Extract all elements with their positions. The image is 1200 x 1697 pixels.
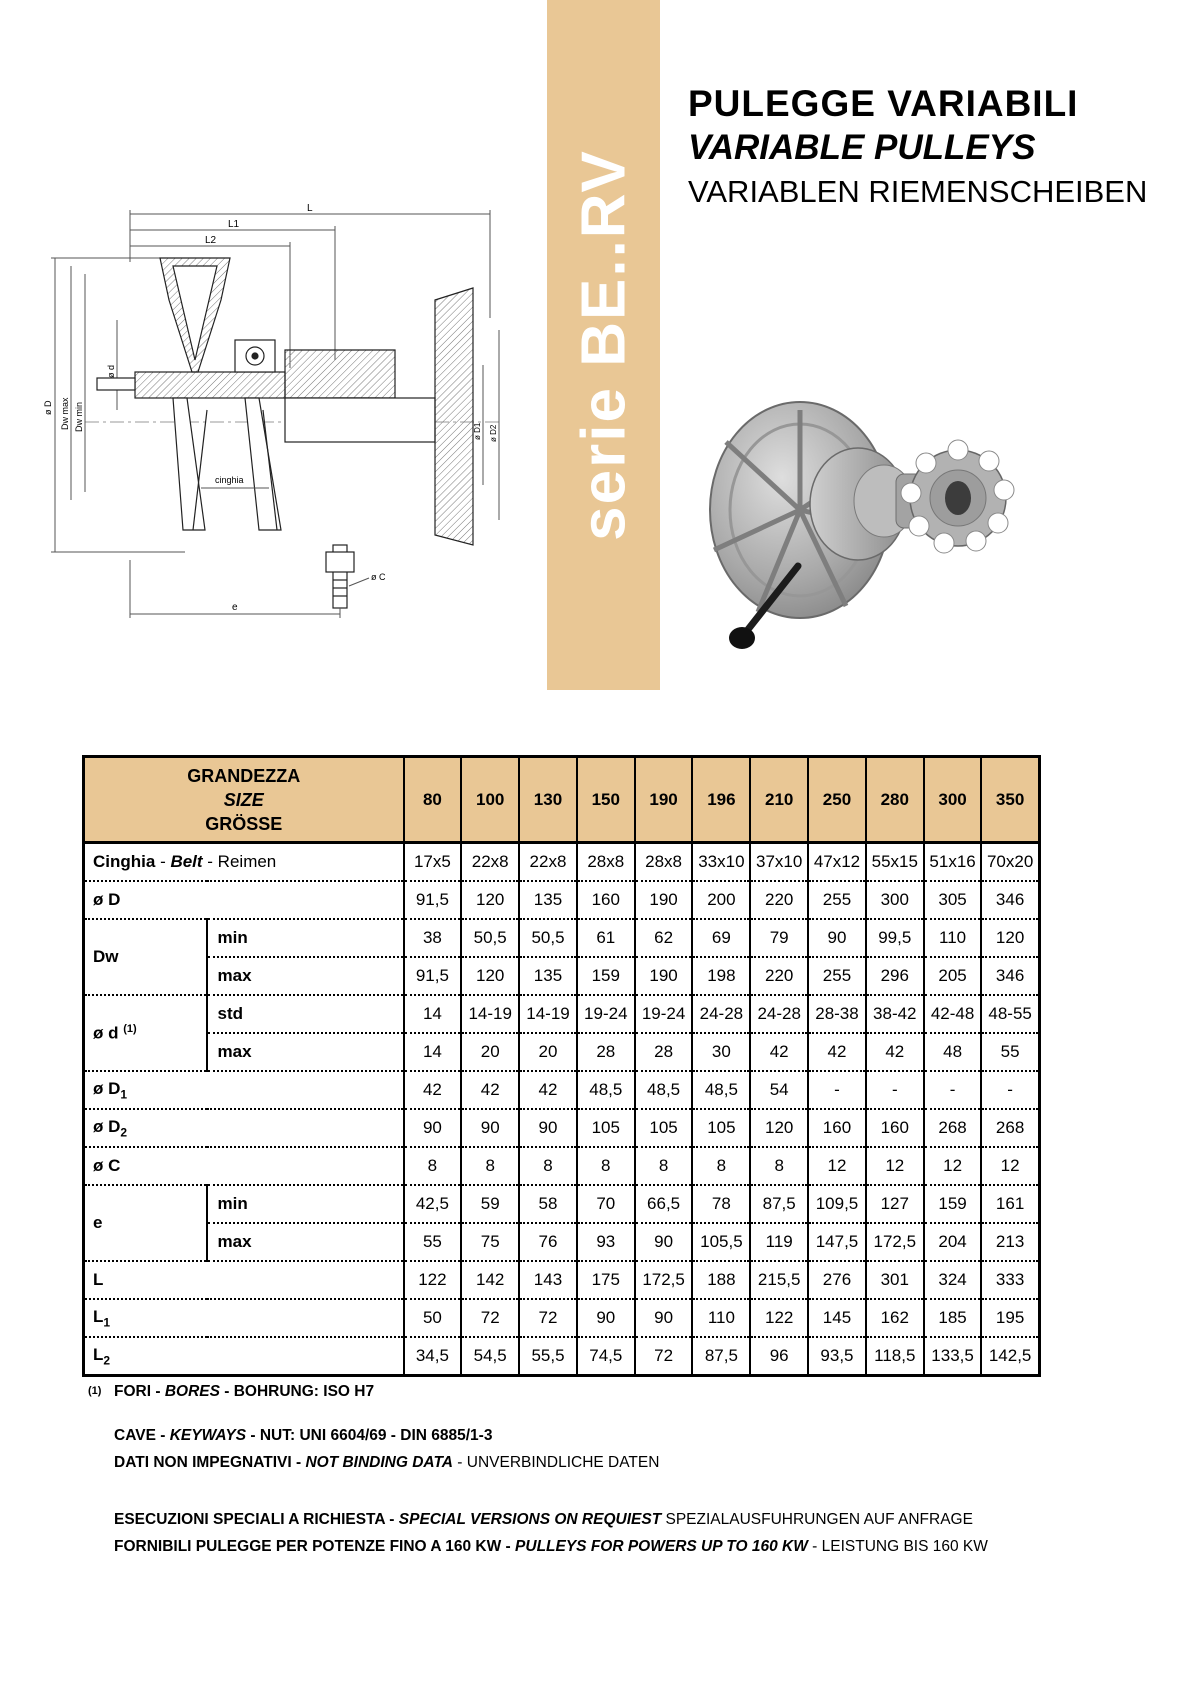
size-header-en: SIZE xyxy=(223,789,264,810)
table-cell: 24-28 xyxy=(750,995,808,1033)
table-cell: 90 xyxy=(404,1109,462,1147)
table-cell: 105,5 xyxy=(692,1223,750,1261)
table-cell: 8 xyxy=(635,1147,693,1185)
footnote-text: UNVERBINDLICHE DATEN xyxy=(466,1454,660,1471)
table-cell: 38-42 xyxy=(866,995,924,1033)
table-cell: 20 xyxy=(461,1033,519,1071)
table-cell: 69 xyxy=(692,919,750,957)
footnote-text: UNI 6604/69 - DIN 6885/1-3 xyxy=(299,1427,493,1444)
table-cell: 50,5 xyxy=(461,919,519,957)
size-column-header: 210 xyxy=(750,757,808,843)
table-cell: 14 xyxy=(404,1033,462,1071)
table-row xyxy=(84,1223,1040,1261)
table-cell: - xyxy=(924,1071,982,1109)
table-cell: 96 xyxy=(750,1337,808,1376)
size-column-header: 80 xyxy=(404,757,462,843)
footnote-text: - xyxy=(151,1383,165,1400)
table-row xyxy=(84,843,1040,882)
table-cell: 50,5 xyxy=(519,919,577,957)
footnote-line xyxy=(88,1533,1088,1560)
table-cell: 346 xyxy=(981,881,1039,919)
size-column-header: 130 xyxy=(519,757,577,843)
table-cell: 22x8 xyxy=(519,843,577,882)
row-label: Dw xyxy=(84,919,207,995)
table-cell: 28-38 xyxy=(808,995,866,1033)
row-label: ø $D_1$ xyxy=(84,1071,404,1109)
table-cell: - xyxy=(808,1071,866,1109)
table-cell: 8 xyxy=(692,1147,750,1185)
row-sublabel: max xyxy=(207,1033,404,1071)
table-cell: 105 xyxy=(635,1109,693,1147)
table-cell: 14 xyxy=(404,995,462,1033)
table-cell: 268 xyxy=(924,1109,982,1147)
footnote-text: NUT: xyxy=(259,1427,300,1444)
table-cell: 48,5 xyxy=(577,1071,635,1109)
table-cell: 8 xyxy=(577,1147,635,1185)
table-cell: 48-55 xyxy=(981,995,1039,1033)
footnote-text: SPECIAL VERSIONS ON REQUIEST xyxy=(398,1511,662,1528)
size-header xyxy=(84,757,404,843)
row-label: ø d $^{(1)}$ xyxy=(84,995,207,1071)
dim-label-L: L xyxy=(307,203,313,214)
table-row xyxy=(84,919,1040,957)
table-row xyxy=(84,1147,1040,1185)
table-row xyxy=(84,995,1040,1033)
row-sublabel: max xyxy=(207,957,404,995)
table-cell: 59 xyxy=(461,1185,519,1223)
table-cell: 30 xyxy=(692,1033,750,1071)
footnote-line xyxy=(88,1422,1088,1449)
footnote-text: - xyxy=(291,1454,306,1471)
table-cell: 190 xyxy=(635,957,693,995)
table-cell: 12 xyxy=(808,1147,866,1185)
size-column-header: 100 xyxy=(461,757,519,843)
table-row xyxy=(84,1299,1040,1337)
table-cell: 51x16 xyxy=(924,843,982,882)
dim-label-dD1: ø D1 xyxy=(473,422,482,440)
table-cell: 22x8 xyxy=(461,843,519,882)
table-cell: 122 xyxy=(750,1299,808,1337)
table-cell: 120 xyxy=(750,1109,808,1147)
row-sublabel: min xyxy=(207,1185,404,1223)
dim-label-e: e xyxy=(232,602,238,613)
table-row xyxy=(84,1185,1040,1223)
footnote-text: CAVE xyxy=(114,1427,156,1444)
table-row xyxy=(84,1109,1040,1147)
table-cell: 90 xyxy=(461,1109,519,1147)
table-cell: 70x20 xyxy=(981,843,1039,882)
table-cell: 301 xyxy=(866,1261,924,1299)
table-cell: 213 xyxy=(981,1223,1039,1261)
table-cell: 48 xyxy=(924,1033,982,1071)
table-cell: - xyxy=(866,1071,924,1109)
dim-label-dC: ø C xyxy=(371,572,386,582)
footnote-text: ISO H7 xyxy=(323,1383,375,1400)
size-column-header: 250 xyxy=(808,757,866,843)
dim-label-dwmax: Dw max xyxy=(60,397,70,430)
footnote-text: - xyxy=(246,1427,260,1444)
table-cell: 175 xyxy=(577,1261,635,1299)
table-cell: 120 xyxy=(461,957,519,995)
table-cell: 133,5 xyxy=(924,1337,982,1376)
table-cell: 110 xyxy=(924,919,982,957)
row-sublabel: std xyxy=(207,995,404,1033)
table-cell: 55 xyxy=(981,1033,1039,1071)
footnote-text: FORNIBILI PULEGGE PER POTENZE FINO A 160 KW - xyxy=(114,1538,516,1555)
table-cell: 12 xyxy=(866,1147,924,1185)
row-label: ø $D_2$ xyxy=(84,1109,404,1147)
table-cell: 37x10 xyxy=(750,843,808,882)
size-column-header: 300 xyxy=(924,757,982,843)
dC-leader xyxy=(349,578,369,586)
table-cell: 28 xyxy=(635,1033,693,1071)
table-cell: 47x12 xyxy=(808,843,866,882)
row-label: $L_2$ xyxy=(84,1337,404,1376)
title-english: VARIABLE PULLEYS xyxy=(688,128,1036,167)
table-cell: 42 xyxy=(404,1071,462,1109)
footnote-text: BOHRUNG: xyxy=(233,1383,324,1400)
table-cell: 160 xyxy=(866,1109,924,1147)
table-cell: 220 xyxy=(750,957,808,995)
dim-label-dD2: ø D2 xyxy=(489,424,498,442)
table-cell: 90 xyxy=(808,919,866,957)
table-cell: 55,5 xyxy=(519,1337,577,1376)
footnote-text: BORES xyxy=(164,1383,220,1400)
footnote-line xyxy=(88,1506,1088,1533)
dim-label-dwmin: Dw min xyxy=(74,401,84,432)
table-cell: 50 xyxy=(404,1299,462,1337)
row-sublabel: min xyxy=(207,919,404,957)
table-cell: 42 xyxy=(808,1033,866,1071)
table-cell: 8 xyxy=(404,1147,462,1185)
table-cell: 105 xyxy=(577,1109,635,1147)
table-cell: 42 xyxy=(750,1033,808,1071)
table-cell: 127 xyxy=(866,1185,924,1223)
table-cell: 42 xyxy=(866,1033,924,1071)
table-cell: 122 xyxy=(404,1261,462,1299)
footnote-text: - LEISTUNG BIS 160 KW xyxy=(807,1538,988,1555)
title-italian: PULEGGE VARIABILI xyxy=(688,83,1079,124)
footnote-text: - xyxy=(453,1454,467,1471)
footnote-text: KEYWAYS xyxy=(169,1427,247,1444)
row-label: L xyxy=(84,1261,404,1299)
table-cell: 54,5 xyxy=(461,1337,519,1376)
page-title xyxy=(688,82,1158,214)
footnote-text: ESECUZIONI SPECIALI A RICHIESTA - xyxy=(114,1511,399,1528)
dimension-lines-left xyxy=(51,258,185,552)
table-cell: 145 xyxy=(808,1299,866,1337)
size-header-de: GRÖSSE xyxy=(205,813,283,834)
footnote-text: FORI xyxy=(114,1383,152,1400)
table-cell: 99,5 xyxy=(866,919,924,957)
pulley-photo-knob xyxy=(901,440,1014,553)
row-label: Cinghia - Belt - Reimen xyxy=(93,852,277,871)
table-cell: 120 xyxy=(461,881,519,919)
dim-label-cinghia: cinghia xyxy=(215,475,244,485)
table-cell: 72 xyxy=(635,1337,693,1376)
table-row xyxy=(84,1071,1040,1109)
table-cell: 61 xyxy=(577,919,635,957)
table-cell: 91,5 xyxy=(404,881,462,919)
technical-drawing xyxy=(35,200,505,630)
table-cell: 76 xyxy=(519,1223,577,1261)
table-cell: 24-28 xyxy=(692,995,750,1033)
table-cell: - xyxy=(981,1071,1039,1109)
table-cell: 87,5 xyxy=(692,1337,750,1376)
size-column-header: 190 xyxy=(635,757,693,843)
table-cell: 160 xyxy=(808,1109,866,1147)
table-cell: 79 xyxy=(750,919,808,957)
footnote-mark: (1) xyxy=(88,1385,102,1397)
row-sublabel: max xyxy=(207,1223,404,1261)
table-cell: 91,5 xyxy=(404,957,462,995)
table-cell: 87,5 xyxy=(750,1185,808,1223)
table-cell: 8 xyxy=(750,1147,808,1185)
series-band xyxy=(547,0,660,690)
table-cell: 255 xyxy=(808,881,866,919)
table-cell: 346 xyxy=(981,957,1039,995)
table-cell: 172,5 xyxy=(635,1261,693,1299)
table-cell: 109,5 xyxy=(808,1185,866,1223)
table-cell: 72 xyxy=(519,1299,577,1337)
table-cell: 55x15 xyxy=(866,843,924,882)
table-cell: 198 xyxy=(692,957,750,995)
table-cell: 78 xyxy=(692,1185,750,1223)
table-cell: 38 xyxy=(404,919,462,957)
table-cell: 90 xyxy=(519,1109,577,1147)
table-cell: 42 xyxy=(461,1071,519,1109)
table-cell: 48,5 xyxy=(635,1071,693,1109)
table-cell: 34,5 xyxy=(404,1337,462,1376)
dim-label-dd: ø d xyxy=(106,364,116,378)
footnote-line xyxy=(88,1449,1088,1476)
table-cell: 296 xyxy=(866,957,924,995)
size-column-header: 150 xyxy=(577,757,635,843)
table-cell: 220 xyxy=(750,881,808,919)
table-header-row xyxy=(84,757,1040,843)
table-cell: 143 xyxy=(519,1261,577,1299)
spec-table-body xyxy=(84,843,1040,1376)
table-cell: 93 xyxy=(577,1223,635,1261)
table-cell: 42,5 xyxy=(404,1185,462,1223)
table-cell: 188 xyxy=(692,1261,750,1299)
table-cell: 93,5 xyxy=(808,1337,866,1376)
table-cell: 172,5 xyxy=(866,1223,924,1261)
table-cell: 147,5 xyxy=(808,1223,866,1261)
table-cell: 48,5 xyxy=(692,1071,750,1109)
table-row xyxy=(84,881,1040,919)
table-cell: 8 xyxy=(461,1147,519,1185)
table-cell: 120 xyxy=(981,919,1039,957)
table-cell: 162 xyxy=(866,1299,924,1337)
table-cell: 333 xyxy=(981,1261,1039,1299)
table-cell: 19-24 xyxy=(635,995,693,1033)
table-cell: 28x8 xyxy=(577,843,635,882)
table-cell: 42 xyxy=(519,1071,577,1109)
table-cell: 8 xyxy=(519,1147,577,1185)
title-german: VARIABLEN RIEMENSCHEIBEN xyxy=(688,174,1148,209)
table-cell: 72 xyxy=(461,1299,519,1337)
table-row xyxy=(84,957,1040,995)
footnote-text: DATI NON IMPEGNATIVI xyxy=(114,1454,292,1471)
table-cell: 90 xyxy=(577,1299,635,1337)
table-cell: 14-19 xyxy=(461,995,519,1033)
table-cell: 185 xyxy=(924,1299,982,1337)
table-cell: 28x8 xyxy=(635,843,693,882)
table-cell: 142,5 xyxy=(981,1337,1039,1376)
table-cell: 54 xyxy=(750,1071,808,1109)
footnote-text: NOT BINDING DATA xyxy=(305,1454,453,1471)
table-row xyxy=(84,1261,1040,1299)
table-cell: 90 xyxy=(635,1299,693,1337)
table-cell: 159 xyxy=(924,1185,982,1223)
table-cell: 118,5 xyxy=(866,1337,924,1376)
table-cell: 12 xyxy=(924,1147,982,1185)
table-cell: 28 xyxy=(577,1033,635,1071)
table-cell: 110 xyxy=(692,1299,750,1337)
table-cell: 205 xyxy=(924,957,982,995)
footnote-text: - xyxy=(219,1383,234,1400)
footnote-text: SPEZIALAUSFUHRUNGEN AUF ANFRAGE xyxy=(661,1511,973,1528)
table-cell: 12 xyxy=(981,1147,1039,1185)
table-cell: 300 xyxy=(866,881,924,919)
footnote-line xyxy=(88,1378,1088,1405)
table-cell: 75 xyxy=(461,1223,519,1261)
table-row xyxy=(84,1337,1040,1376)
row-label: ø D xyxy=(84,881,404,919)
table-cell: 159 xyxy=(577,957,635,995)
row-label: e xyxy=(84,1185,207,1261)
table-cell: 55 xyxy=(404,1223,462,1261)
table-cell: 17x5 xyxy=(404,843,462,882)
series-label: serie BE..RV xyxy=(569,149,638,541)
table-cell: 66,5 xyxy=(635,1185,693,1223)
dim-label-L2: L2 xyxy=(205,235,217,246)
table-cell: 268 xyxy=(981,1109,1039,1147)
table-cell: 90 xyxy=(635,1223,693,1261)
table-cell: 200 xyxy=(692,881,750,919)
table-cell: 161 xyxy=(981,1185,1039,1223)
table-cell: 215,5 xyxy=(750,1261,808,1299)
dim-label-dD: ø D xyxy=(43,400,53,415)
table-cell: 324 xyxy=(924,1261,982,1299)
footnote-text: - xyxy=(155,1427,170,1444)
size-column-header: 280 xyxy=(866,757,924,843)
size-header-it: GRANDEZZA xyxy=(187,765,301,786)
table-cell: 135 xyxy=(519,957,577,995)
row-label: ø C xyxy=(84,1147,404,1185)
table-cell: 305 xyxy=(924,881,982,919)
table-cell: 105 xyxy=(692,1109,750,1147)
table-cell: 19-24 xyxy=(577,995,635,1033)
table-cell: 160 xyxy=(577,881,635,919)
table-cell: 20 xyxy=(519,1033,577,1071)
table-row xyxy=(84,1033,1040,1071)
table-cell: 119 xyxy=(750,1223,808,1261)
product-photo xyxy=(700,380,1020,670)
table-cell: 195 xyxy=(981,1299,1039,1337)
footnotes xyxy=(88,1378,1088,1560)
table-cell: 142 xyxy=(461,1261,519,1299)
size-column-header: 196 xyxy=(692,757,750,843)
table-cell: 135 xyxy=(519,881,577,919)
table-cell: 33x10 xyxy=(692,843,750,882)
table-cell: 70 xyxy=(577,1185,635,1223)
table-cell: 204 xyxy=(924,1223,982,1261)
spec-table xyxy=(82,755,1041,1377)
footnote-text: PULLEYS FOR POWERS UP TO 160 KW xyxy=(515,1538,808,1555)
table-cell: 14-19 xyxy=(519,995,577,1033)
table-cell: 58 xyxy=(519,1185,577,1223)
row-label: $L_1$ xyxy=(84,1299,404,1337)
table-cell: 42-48 xyxy=(924,995,982,1033)
table-cell: 276 xyxy=(808,1261,866,1299)
size-column-header: 350 xyxy=(981,757,1039,843)
table-cell: 62 xyxy=(635,919,693,957)
table-cell: 255 xyxy=(808,957,866,995)
table-cell: 74,5 xyxy=(577,1337,635,1376)
table-cell: 190 xyxy=(635,881,693,919)
dim-label-L1: L1 xyxy=(228,219,240,230)
pulley-section xyxy=(97,258,473,608)
